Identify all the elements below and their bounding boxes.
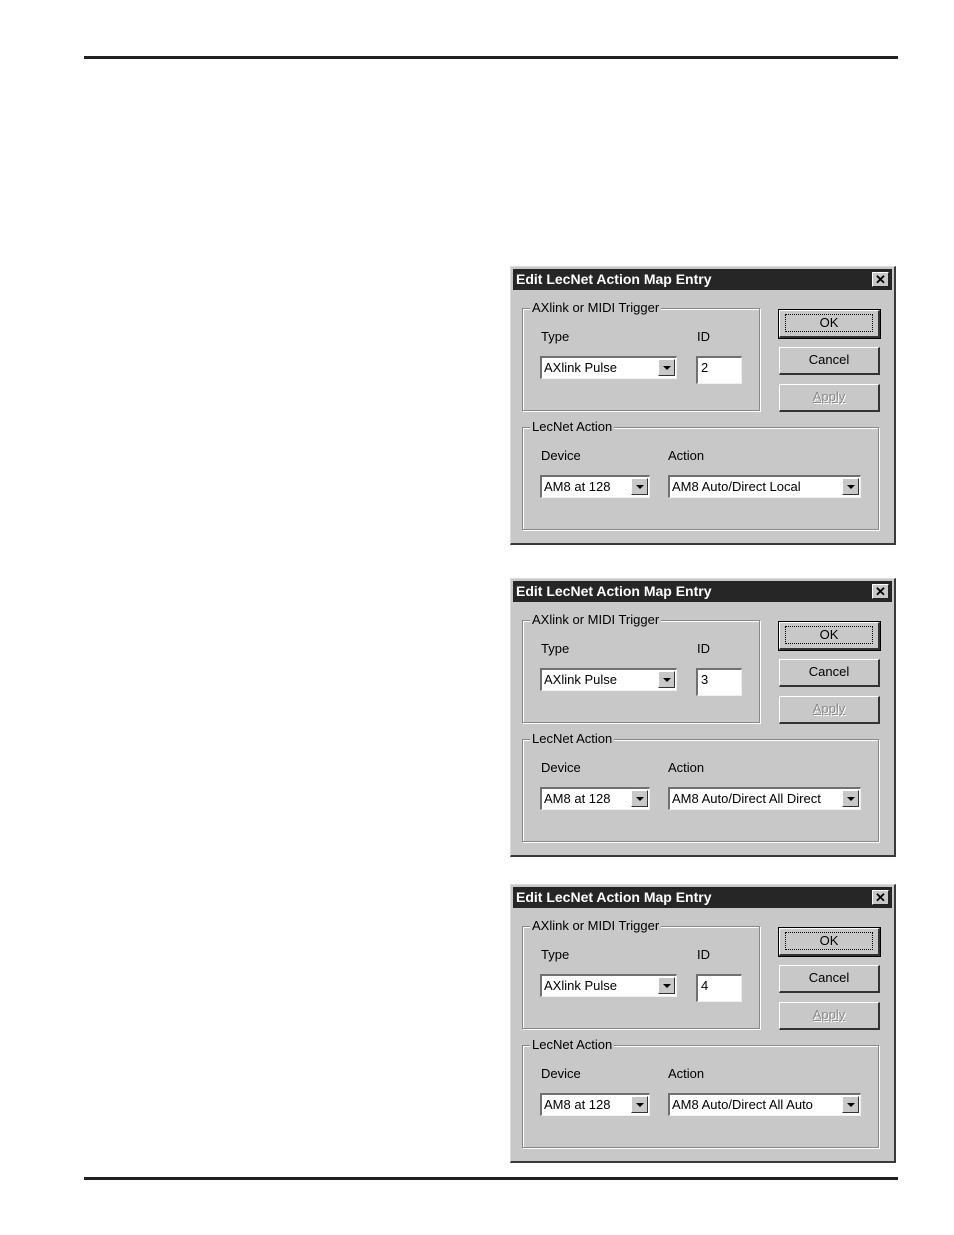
action-select[interactable]	[668, 1093, 861, 1116]
trigger-group-label: AXlink or MIDI Trigger	[532, 300, 660, 315]
edit-lecnet-dialog-1	[510, 266, 896, 545]
chevron-down-icon[interactable]	[658, 671, 675, 688]
action-group-label: LecNet Action	[532, 1037, 613, 1052]
id-input[interactable]: 3	[696, 668, 742, 696]
action-select-value: AM8 Auto/Direct All Direct	[672, 791, 821, 806]
id-input[interactable]: 2	[696, 356, 742, 384]
trigger-group	[522, 612, 760, 723]
action-select[interactable]	[668, 787, 861, 810]
device-label: Device	[541, 760, 581, 775]
action-select-value: AM8 Auto/Direct Local	[672, 479, 801, 494]
type-label: Type	[541, 641, 570, 656]
dialog-titlebar	[513, 581, 892, 602]
dialog-titlebar	[513, 269, 892, 290]
device-select[interactable]	[540, 787, 650, 810]
action-group-label: LecNet Action	[532, 731, 613, 746]
trigger-group	[522, 300, 760, 411]
type-select-value: AXlink Pulse	[544, 672, 617, 687]
device-label: Device	[541, 448, 581, 463]
trigger-group	[522, 918, 760, 1029]
type-select[interactable]	[540, 668, 677, 691]
action-group	[522, 731, 879, 842]
device-select-value: AM8 at 128	[544, 1097, 611, 1112]
id-label: ID	[697, 329, 710, 344]
chevron-down-icon[interactable]	[631, 478, 648, 495]
cancel-button[interactable]: Cancel	[779, 659, 880, 687]
action-group-label: LecNet Action	[532, 419, 613, 434]
chevron-down-icon[interactable]	[842, 790, 859, 807]
device-select[interactable]	[540, 1093, 650, 1116]
type-select-value: AXlink Pulse	[544, 978, 617, 993]
bottom-rule	[84, 1177, 898, 1180]
type-select[interactable]	[540, 974, 677, 997]
ok-button[interactable]: OK	[779, 310, 880, 338]
close-icon[interactable]: ✕	[872, 272, 889, 287]
type-label: Type	[541, 947, 570, 962]
apply-button[interactable]: Apply	[779, 1002, 880, 1030]
device-select-value: AM8 at 128	[544, 479, 611, 494]
dialog-title: Edit LecNet Action Map Entry	[516, 583, 712, 599]
close-icon[interactable]: ✕	[872, 890, 889, 905]
cancel-button[interactable]: Cancel	[779, 965, 880, 993]
action-select-value: AM8 Auto/Direct All Auto	[672, 1097, 813, 1112]
ok-button[interactable]: OK	[779, 622, 880, 650]
close-icon[interactable]: ✕	[872, 584, 889, 599]
edit-lecnet-dialog-3	[510, 884, 896, 1163]
ok-button[interactable]: OK	[779, 928, 880, 956]
action-label: Action	[668, 1066, 705, 1081]
device-select-value: AM8 at 128	[544, 791, 611, 806]
apply-button[interactable]: Apply	[779, 384, 880, 412]
type-select[interactable]	[540, 356, 677, 379]
apply-button[interactable]: Apply	[779, 696, 880, 724]
device-label: Device	[541, 1066, 581, 1081]
chevron-down-icon[interactable]	[842, 478, 859, 495]
edit-lecnet-dialog-2	[510, 578, 896, 857]
action-group	[522, 1037, 879, 1148]
chevron-down-icon[interactable]	[658, 977, 675, 994]
action-label: Action	[668, 760, 705, 775]
id-label: ID	[697, 641, 710, 656]
chevron-down-icon[interactable]	[842, 1096, 859, 1113]
dialog-title: Edit LecNet Action Map Entry	[516, 271, 712, 287]
cancel-button[interactable]: Cancel	[779, 347, 880, 375]
chevron-down-icon[interactable]	[631, 1096, 648, 1113]
trigger-group-label: AXlink or MIDI Trigger	[532, 612, 660, 627]
top-rule	[84, 56, 898, 59]
action-label: Action	[668, 448, 705, 463]
trigger-group-label: AXlink or MIDI Trigger	[532, 918, 660, 933]
chevron-down-icon[interactable]	[658, 359, 675, 376]
chevron-down-icon[interactable]	[631, 790, 648, 807]
id-input[interactable]: 4	[696, 974, 742, 1002]
dialog-title: Edit LecNet Action Map Entry	[516, 889, 712, 905]
action-group	[522, 419, 879, 530]
type-select-value: AXlink Pulse	[544, 360, 617, 375]
dialog-titlebar	[513, 887, 892, 908]
action-select[interactable]	[668, 475, 861, 498]
type-label: Type	[541, 329, 570, 344]
id-label: ID	[697, 947, 710, 962]
device-select[interactable]	[540, 475, 650, 498]
